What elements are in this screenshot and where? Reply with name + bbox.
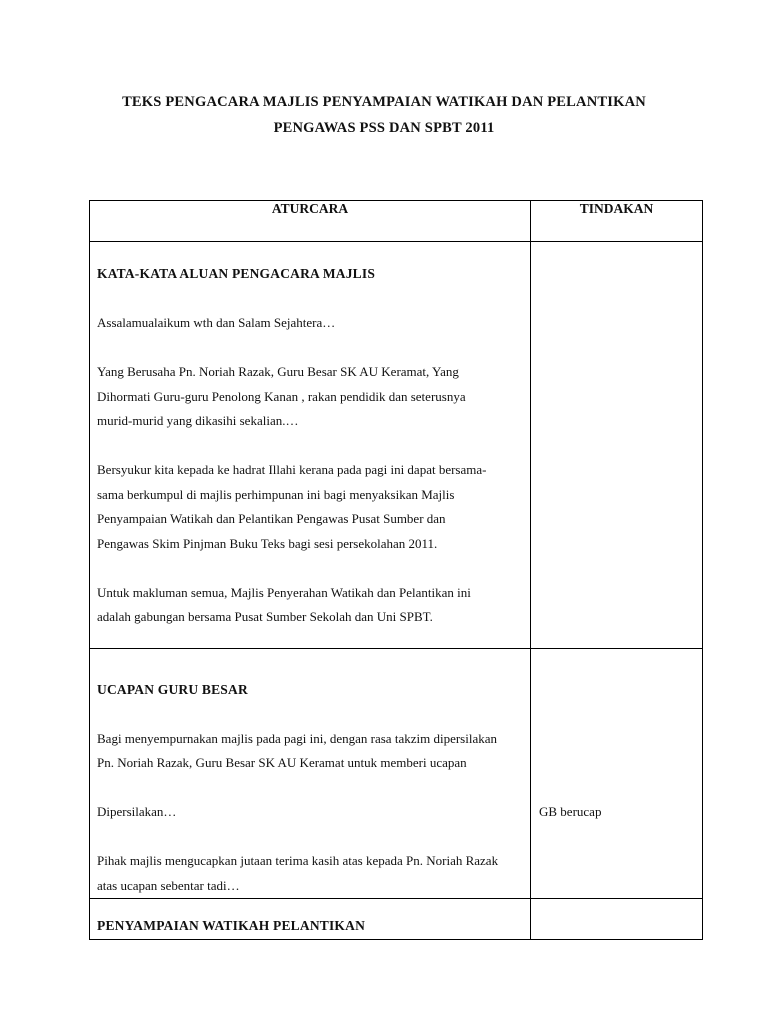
column-header-tindakan: TINDAKAN <box>531 201 703 242</box>
paragraph-line: Yang Berusaha Pn. Noriah Razak, Guru Besar SK AU Keramat, Yang <box>97 364 459 379</box>
paragraph-line: Pn. Noriah Razak, Guru Besar SK AU Keramat untuk memberi ucapan <box>97 755 467 770</box>
section-heading: KATA-KATA ALUAN PENGACARA MAJLIS <box>97 266 376 281</box>
action-text: GB berucap <box>539 803 602 819</box>
paragraph-line: Bersyukur kita kepada ke hadrat Illahi kerana pada pagi ini dapat bersama- <box>97 462 487 477</box>
section-heading: PENYAMPAIAN WATIKAH PELANTIKAN <box>97 918 366 933</box>
paragraph-line: adalah gabungan bersama Pusat Sumber Sekolah dan Uni SPBT. <box>97 609 433 624</box>
paragraph-line: Untuk makluman semua, Majlis Penyerahan Watikah dan Pelantikan ini <box>97 584 471 600</box>
agenda-cell <box>90 899 531 940</box>
paragraph-line: sama berkumpul di majlis perhimpunan ini bagi menyaksikan Majlis <box>97 486 455 502</box>
paragraph-line: Pengawas Skim Pinjman Buku Teks bagi sesi persekolahan 2011. <box>97 535 438 551</box>
column-header-aturcara: ATURCARA <box>90 201 531 242</box>
table-row <box>90 899 703 940</box>
paragraph-line: Assalamualaikum wth dan Salam Sejahtera… <box>97 315 336 330</box>
table-row <box>90 242 703 649</box>
action-cell <box>531 242 703 649</box>
paragraph-line: atas ucapan sebentar tadi… <box>97 877 240 893</box>
action-cell <box>531 899 703 940</box>
section-heading: UCAPAN GURU BESAR <box>97 681 248 697</box>
table-row <box>90 648 703 899</box>
paragraph-line: Bagi menyempurnakan majlis pada pagi ini, dengan rasa takzim dipersilakan <box>97 730 497 746</box>
action-cell <box>531 648 703 899</box>
paragraph-line: Penyampaian Watikah dan Pelantikan Pengawas Pusat Sumber dan <box>97 511 446 526</box>
paragraph-line: Pihak majlis mengucapkan jutaan terima kasih atas kepada Pn. Noriah Razak <box>97 853 499 868</box>
document-title-line-2: PENGAWAS PSS DAN SPBT 2011 <box>273 120 495 136</box>
paragraph-line: murid-murid yang dikasihi sekalian.… <box>97 413 299 428</box>
paragraph-line: Dihormati Guru-guru Penolong Kanan , rakan pendidik dan seterusnya <box>97 388 466 404</box>
table-header-row <box>90 201 703 242</box>
document-title-line-1: TEKS PENGACARA MAJLIS PENYAMPAIAN WATIKAH DAN PELANTIKAN <box>122 94 646 110</box>
agenda-cell <box>90 242 531 649</box>
paragraph-line: Dipersilakan… <box>97 804 177 819</box>
agenda-cell <box>90 648 531 899</box>
agenda-table <box>89 200 703 940</box>
